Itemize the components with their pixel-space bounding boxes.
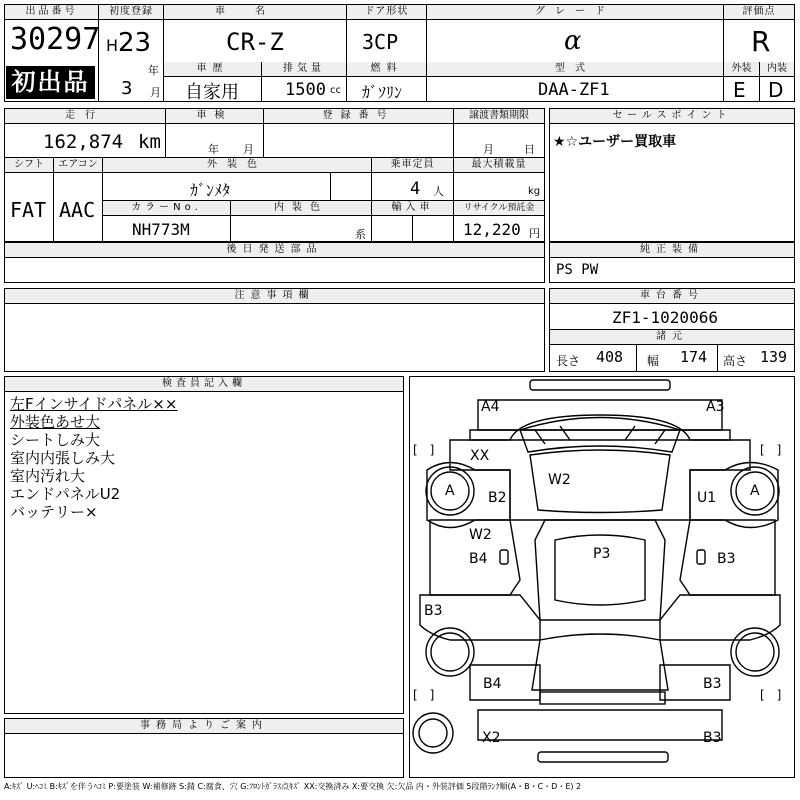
- mileage-unit: km: [138, 131, 161, 153]
- inspector-label: 検査員記入欄: [5, 377, 403, 392]
- mark-b3-bumper: B3: [703, 730, 722, 746]
- width-label: 幅: [647, 354, 660, 368]
- transfer-deadline-label: 譲渡書類期限: [454, 109, 544, 124]
- month-unit: 月: [150, 86, 161, 99]
- mark-b4-left: B4: [469, 551, 488, 567]
- car-name-label: 車名: [164, 5, 346, 20]
- first-reg-year: 23: [118, 28, 152, 58]
- height-label: 高さ: [723, 354, 748, 368]
- ext-color-label: 外装色: [103, 158, 371, 173]
- color-no-label: カラーNo.: [103, 201, 230, 216]
- ac-label: エアコン: [54, 158, 102, 173]
- history: 自家用: [185, 82, 239, 103]
- first-listing-text: 初出品: [11, 68, 90, 96]
- mark-bracket: [ ]: [413, 688, 435, 702]
- mileage-label: 走行: [5, 109, 165, 124]
- mark-a4: A4: [481, 399, 500, 415]
- mark-u1: U1: [697, 490, 717, 506]
- registration-label: 登録番号: [264, 109, 453, 124]
- sales-point-label: セールスポイント: [550, 109, 794, 124]
- year-unit: 年: [148, 64, 159, 77]
- notes-label: 注意事項欄: [5, 289, 544, 304]
- import-label: 輸入車: [372, 201, 453, 216]
- mark-b3-right-door: B3: [717, 551, 736, 567]
- mark-bracket: [ ]: [413, 443, 435, 457]
- dims-label: 諸元: [550, 330, 794, 345]
- mark-b2: B2: [488, 490, 507, 506]
- inspector-line: バッテリー×: [10, 503, 98, 521]
- chassis-label: 車台番号: [550, 289, 794, 304]
- inspector-line: エンドパネルU2: [10, 485, 121, 503]
- displacement-unit: cc: [330, 85, 341, 96]
- width: 174: [680, 348, 708, 366]
- int-color-label: 内装色: [231, 201, 371, 216]
- length-label: 長さ: [556, 354, 581, 368]
- mark-a-right: A: [750, 483, 760, 499]
- inspector-line: 室内内張しみ大: [10, 449, 116, 467]
- fuel-label: 燃料: [347, 62, 426, 77]
- door-label: ドア形状: [347, 5, 426, 20]
- capacity-unit: 人: [433, 185, 444, 198]
- first-reg-label: 初度登録: [99, 5, 163, 20]
- recycle-fee: 12,220: [463, 220, 521, 239]
- era: H: [106, 36, 119, 55]
- mark-b3-rear-right: B3: [703, 676, 722, 692]
- later-parts-label: 後日発送部品: [5, 243, 544, 258]
- capacity: 4: [410, 179, 421, 199]
- score-label: 評価点: [724, 5, 794, 20]
- mark-bracket: [ ]: [760, 443, 782, 457]
- score: R: [751, 25, 771, 58]
- height: 139: [760, 348, 788, 366]
- color-number: NH773M: [132, 220, 190, 239]
- car-body-diagram: [410, 377, 794, 777]
- displacement: 1500: [285, 80, 326, 100]
- equipment-value: PS PW: [556, 262, 599, 278]
- exterior-grade: E: [733, 78, 746, 102]
- load-unit: kg: [528, 186, 541, 197]
- mark-w2-left: W2: [469, 527, 492, 543]
- fuel: ｶﾞｿﾘﾝ: [362, 83, 403, 102]
- history-label: 車歴: [164, 62, 261, 77]
- inspector-line: 室内汚れ大: [10, 467, 86, 485]
- grade: α: [564, 26, 582, 56]
- inspector-line: 左Fインサイドパネル××: [10, 395, 178, 413]
- grade-label: グレード: [427, 5, 723, 20]
- model-label: 型式: [427, 62, 723, 77]
- sales-point-text: ★☆ユーザー買取車: [553, 134, 677, 150]
- mark-b4-rear-left: B4: [483, 676, 502, 692]
- lot-number-label: 出品番号: [5, 5, 98, 20]
- mark-p3: P3: [593, 546, 611, 562]
- max-load-label: 最大積載量: [454, 158, 544, 173]
- inspector-line: シートしみ大: [10, 431, 101, 449]
- first-reg-month: 3: [121, 78, 133, 99]
- air-conditioner: AAC: [59, 198, 96, 222]
- exterior-grade-label: 外装: [724, 62, 759, 77]
- car-name: CR-Z: [226, 28, 284, 56]
- interior-grade: D: [768, 78, 784, 102]
- length: 408: [596, 348, 624, 366]
- chassis-number: ZF1-1020066: [612, 308, 718, 327]
- legend: A:ｷｽﾞ U:ﾍｺﾐ B:ｷｽﾞを伴うﾍｺﾐ P:要塗装 W:補修跡 S:錆 C:腐食、穴 G:ﾌﾛﾝﾄｶﾞﾗｽ点ｷｽﾞ XX:交換済み X:要交換 欠:欠品 内・外装評価 5段階ﾗﾝｸ順(A・B・C・D・E) 2: [4, 782, 582, 791]
- sales-point-box: [549, 108, 795, 242]
- first-listing-badge: [6, 66, 95, 99]
- mark-a3: A3: [706, 399, 725, 415]
- recycle-label: リサイクル預託金: [454, 201, 544, 216]
- office-info-label: 事務局よりご案内: [5, 719, 403, 734]
- mark-x2: X2: [482, 730, 501, 746]
- lot-number: 30297: [10, 22, 101, 57]
- model: DAA-ZF1: [538, 80, 610, 100]
- mark-xx: XX: [470, 448, 490, 464]
- mark-b3-left-quarter: B3: [424, 603, 443, 619]
- door-type: 3CP: [362, 30, 399, 54]
- recycle-unit: 円: [529, 227, 540, 240]
- mark-a-left: A: [445, 483, 455, 499]
- int-color-unit: 系: [355, 228, 366, 241]
- mileage: 162,874: [43, 131, 124, 153]
- shift-label: シフト: [5, 158, 53, 173]
- shift: FAT: [10, 198, 47, 222]
- mark-bracket: [ ]: [760, 688, 782, 702]
- mark-w2-hood: W2: [548, 472, 571, 488]
- inspection-label: 車検: [166, 109, 263, 124]
- equipment-label: 純正装備: [550, 243, 794, 258]
- inspection-year-unit: 年: [208, 143, 219, 156]
- capacity-label: 乗車定員: [372, 158, 453, 173]
- ext-color: ｶﾞﾝﾒﾀ: [190, 181, 231, 200]
- inspection-month-unit: 月: [243, 143, 254, 156]
- transfer-month-unit: 月: [483, 143, 494, 156]
- interior-grade-label: 内装: [760, 62, 794, 77]
- inspector-line: 外装色あせ大: [10, 413, 101, 431]
- transfer-day-unit: 日: [524, 143, 535, 156]
- displacement-label: 排気量: [262, 62, 346, 77]
